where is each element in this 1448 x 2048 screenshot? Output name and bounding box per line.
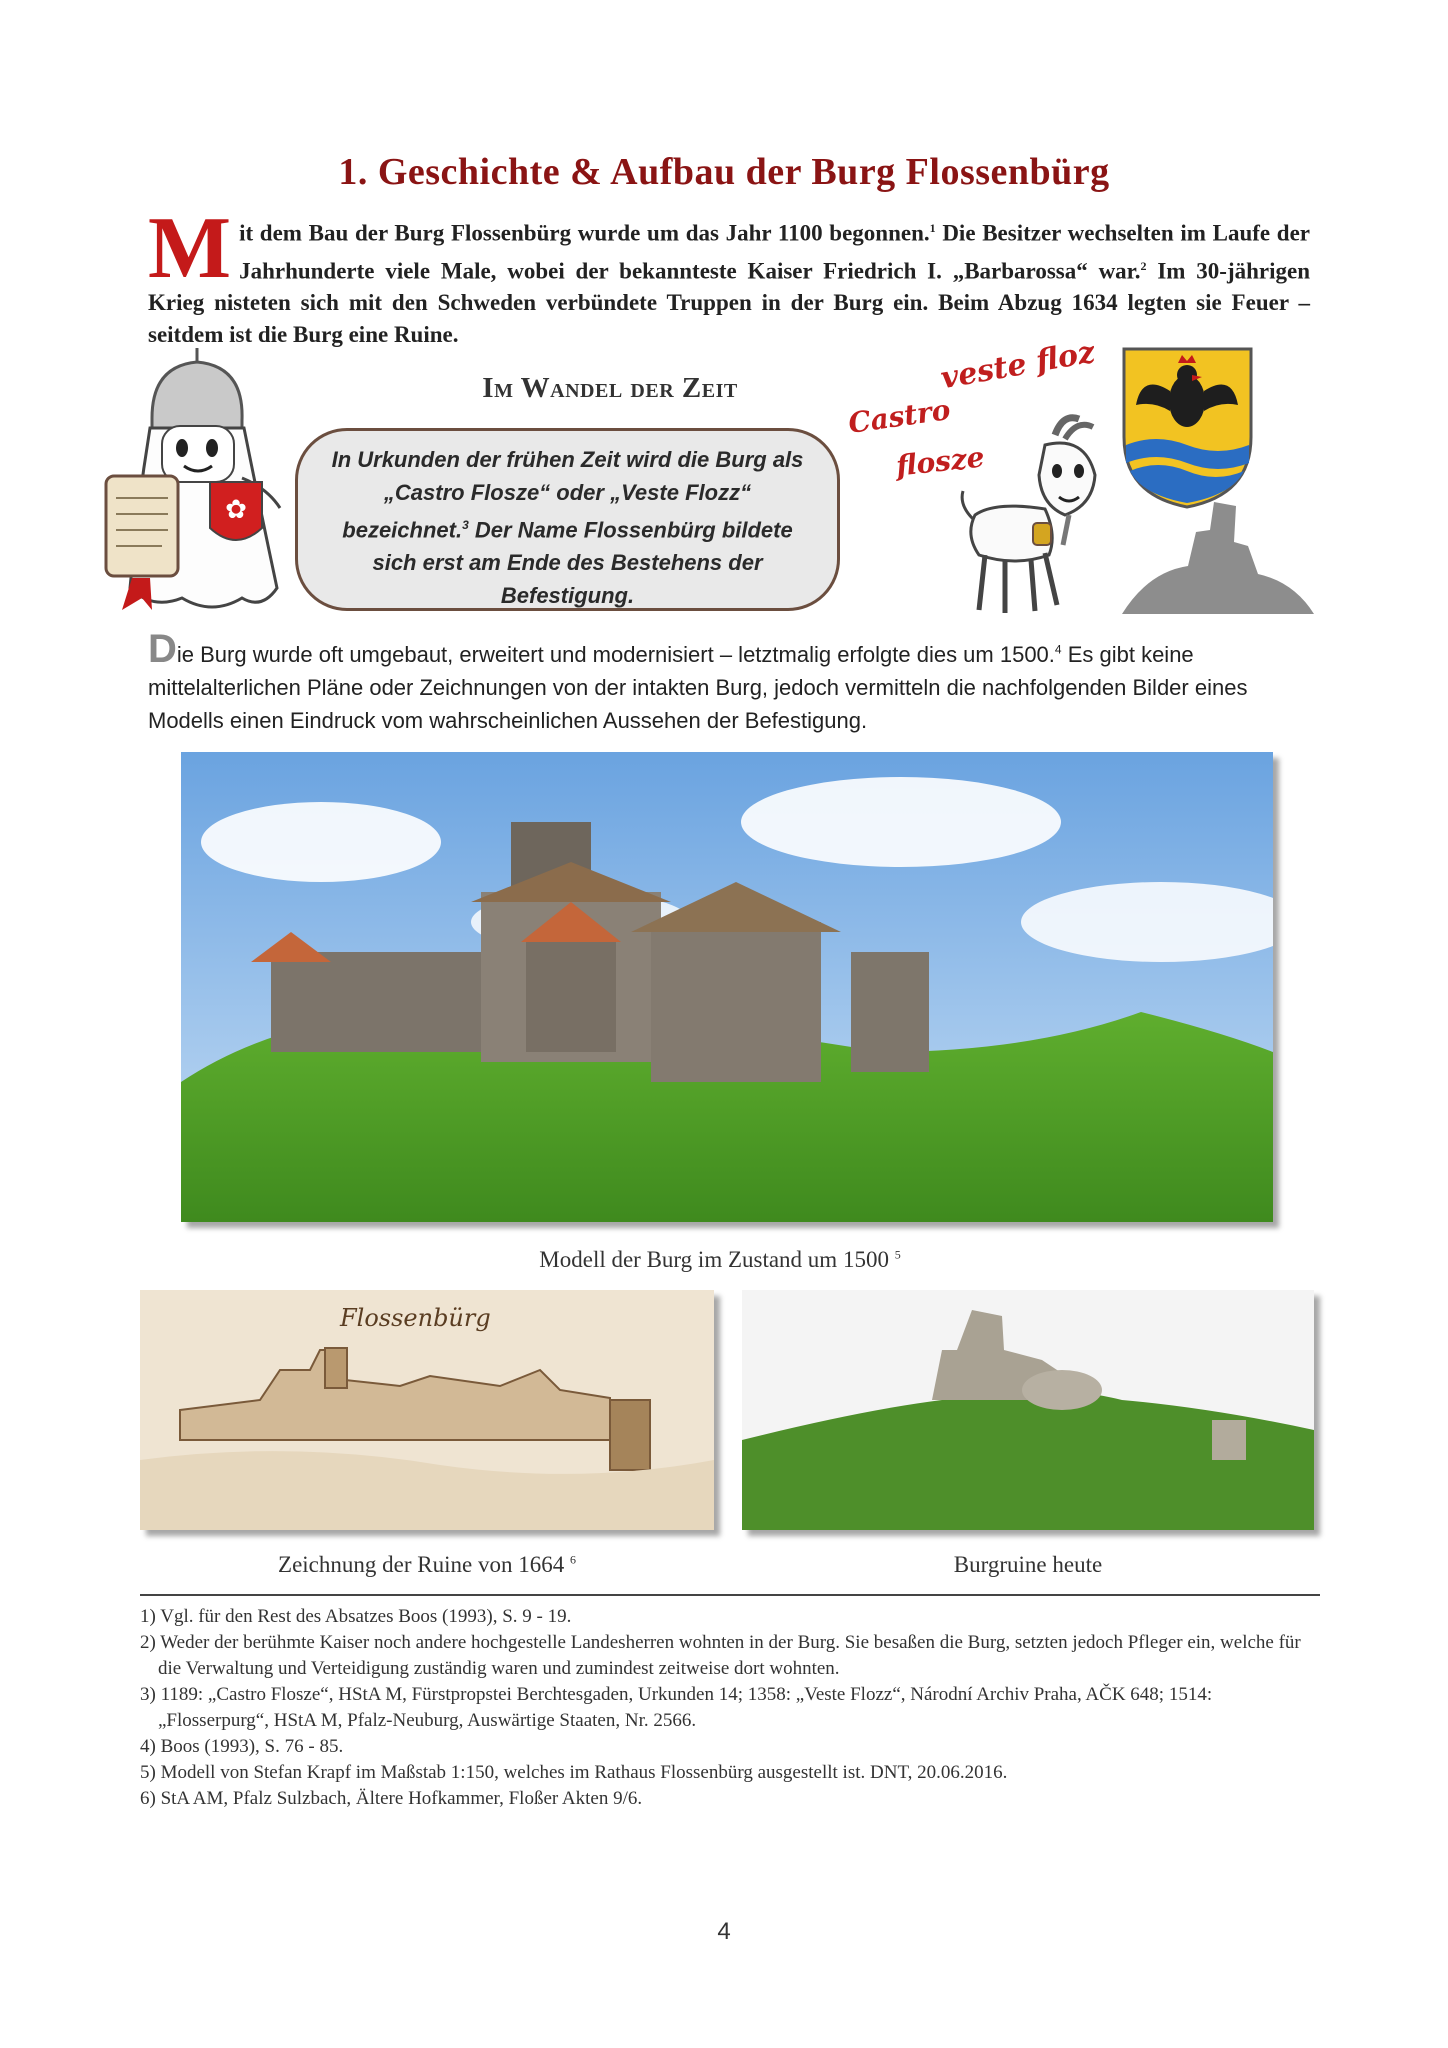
footnote-ref-6[interactable]: 6: [569, 1552, 576, 1567]
script-veste-floz: veste floz: [938, 334, 1098, 397]
dropcap-d: D: [148, 627, 177, 671]
castle-model-image: [181, 752, 1273, 1222]
ruin-today-photo: [742, 1290, 1314, 1530]
dropcap-m: M: [148, 200, 232, 297]
script-flosze: flosze: [894, 440, 986, 483]
caption-main: [400, 1247, 1040, 1273]
footnote-6: 6) StA AM, Pfalz Sulzbach, Ältere Hofkammer, Floßer Akten 9/6.: [140, 1788, 643, 1809]
ruin-today-image: [742, 1290, 1314, 1530]
intro-line1: it dem Bau der Burg Flossenbürg wurde um das Jahr 1100 begonnen.: [239, 220, 930, 246]
footnote-5: 5) Modell von Stefan Krapf im Maßstab 1:150, welches im Rathaus Flossenbürg ausgestellt ist. DNT, 20.06.2016.: [140, 1762, 1008, 1783]
intro-line1b: Die Besitzer wechselten im Laufe der Jahrhunderte viele Male, wobei der bekannteste Kaiser Friedrich I. „Barbarossa“ war.: [239, 220, 1310, 284]
footnote-ref-3[interactable]: 3: [462, 518, 469, 532]
para2-text1: ie Burg wurde oft umgebaut, erweitert und modernisiert – letztmalig erfolgte dies um 1500.: [176, 642, 1055, 667]
sketch-label: Flossenbürg: [340, 1304, 491, 1332]
goat-illustration: [945, 405, 1105, 620]
caption-right: Burgruine heute: [953, 1552, 1103, 1577]
footnote-ref-1[interactable]: 1: [929, 221, 936, 235]
footnote-4: 4) Boos (1993), S. 76 - 85.: [140, 1736, 344, 1757]
footnote-3: 3) 1189: „Castro Flosze“, HStA M, Fürstpropstei Berchtesgaden, Urkunden 14; 1358: „Veste Flozz“, Národní Archiv Praha, AČK 648; 1514: „Flosserpurg“, HStA M, Pfalz-Neuburg, Auswärtige Staaten, Nr. 2566.: [140, 1684, 1213, 1731]
quote-part2: Der Name Flossenbürg bildete sich erst am Ende des Bestehens der Befestigung.: [372, 517, 793, 609]
caption-left: [140, 1552, 714, 1578]
quote-part1: In Urkunden der frühen Zeit wird die Burg als „Castro Flosze“ oder „Veste Flozz“ bezeichnet.: [331, 447, 804, 543]
footnote-2: 2) Weder der berühmte Kaiser noch andere hochgestelle Landesherren wohnten in der Burg. Sie besaßen die Burg, setzten jedoch Pfleger ein, welche für die Verwaltung und Verteidigung zuständig waren und zumindest zeitweise dort wohnten.: [140, 1632, 1301, 1679]
ruin-drawing-image: [140, 1290, 714, 1530]
page-number: 4: [717, 1918, 731, 1945]
svg-text:✿: ✿: [225, 495, 247, 525]
body-paragraph: [148, 627, 1318, 737]
intro-paragraph: [148, 200, 1310, 351]
footnotes: [140, 1604, 1325, 1812]
footnote-ref-2[interactable]: 2: [1140, 258, 1147, 273]
footnote-ref-5[interactable]: 5: [894, 1247, 901, 1262]
intro-line2: Im 30-jährigen Krieg nisteten sich mit den Schweden verbündete Truppen in der Burg ein. Beim Abzug 1634 legten sie Feuer – seitdem ist die Burg eine Ruine.: [148, 258, 1310, 348]
page-title: 1. Geschichte & Aufbau der Burg Flossenbürg: [338, 151, 1110, 193]
castle-model-photo: [181, 752, 1273, 1222]
coat-of-arms: [1120, 345, 1255, 510]
ruin-drawing-1664: [140, 1290, 714, 1530]
footnote-ref-4[interactable]: 4: [1054, 642, 1062, 657]
para2-text2: Es gibt keine mittelalterlichen Pläne oder Zeichnungen von der intakten Burg, jedoch vermitteln die nachfolgenden Bilder eines Modells einen Eindruck vom wahrscheinlichen Aussehen der Befestigung.: [148, 642, 1248, 733]
caption-left-text: Zeichnung der Ruine von 1664: [278, 1552, 565, 1577]
quote-box: [295, 428, 840, 611]
footnote-divider: [140, 1594, 1320, 1596]
section-heading-wandel: Im Wandel der Zeit: [482, 372, 738, 404]
script-castro: Castro: [846, 393, 953, 440]
castle-silhouette-icon: [1118, 502, 1318, 617]
footnote-1: 1) Vgl. für den Rest des Absatzes Boos (1993), S. 9 - 19.: [140, 1606, 572, 1627]
caption-main-text: Modell der Burg im Zustand um 1500: [539, 1247, 889, 1272]
ghost-knight-illustration: [92, 348, 292, 620]
